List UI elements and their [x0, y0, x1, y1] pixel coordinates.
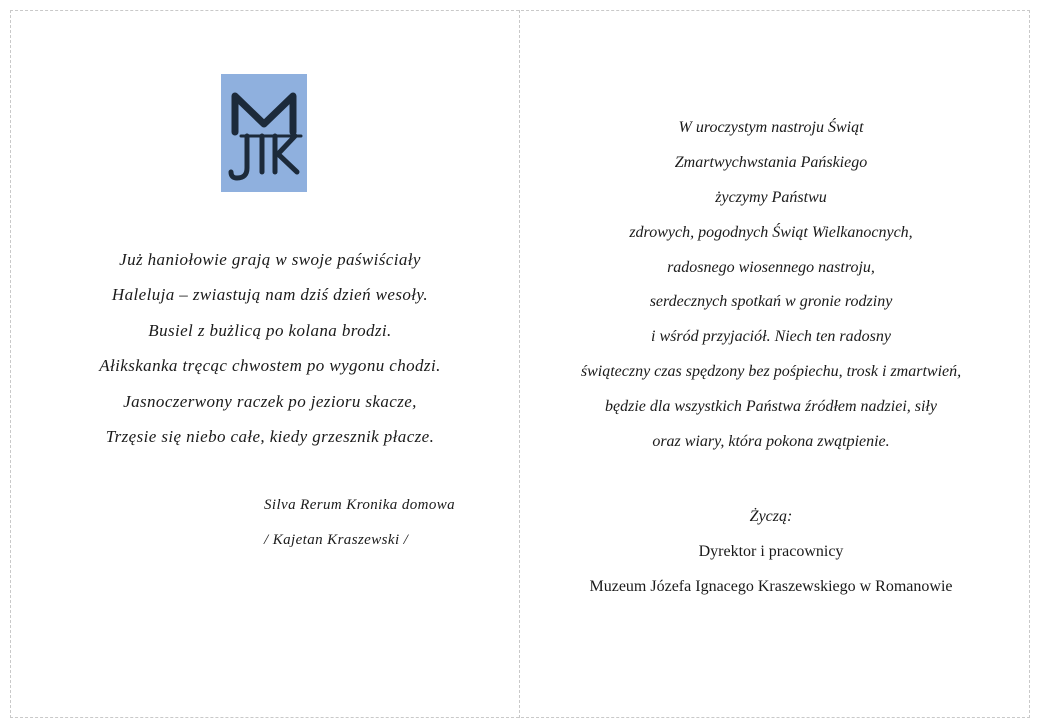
poem-line: Haleluja – zwiastują nam dziś dzień wesoły. [111, 285, 429, 305]
left-panel [10, 10, 519, 718]
museum-logo [221, 74, 307, 192]
easter-wishes [541, 111, 1001, 460]
poem-line: Już haniołowie grają w swoje paświściały [119, 250, 421, 269]
wishes-line: oraz wiary, która pokona zwątpienie. [652, 433, 890, 451]
signature-line-2: Muzeum Józefa Ignacego Kraszewskiego w Romanowie [589, 578, 953, 595]
wishes-line: Zmartwychwstania Pańskiego [674, 153, 868, 171]
right-panel [521, 10, 1030, 718]
poem-line: Jasnoczerwony raczek po jezioru skacze, [123, 391, 417, 411]
mjik-monogram-icon [221, 74, 307, 192]
wishes-line: zdrowych, pogodnych Świąt Wielkanocnych, [629, 223, 913, 241]
signature-line-1: Dyrektor i pracownicy [698, 543, 844, 560]
source-author: / Kajetan Kraszewski / [264, 532, 409, 548]
source-title: Silva Rerum Kronika domowa [264, 497, 456, 513]
wishes-line: radosnego wiosennego nastroju, [667, 258, 875, 276]
fold-line [519, 10, 520, 718]
signature-intro: Życzą: [749, 508, 793, 525]
wishes-line: życzymy Państwu [715, 188, 827, 206]
wishes-line: będzie dla wszystkich Państwa źródłem nadziei, siły [605, 398, 937, 416]
wishes-line: świąteczny czas spędzony bez pośpiechu, trosk i zmartwień, [580, 363, 962, 381]
wishes-line: serdecznych spotkań w gronie rodziny [649, 293, 893, 311]
poem-line: Busiel z bużlicą po kolana brodzi. [148, 320, 392, 340]
wishes-line: i wśród przyjaciół. Niech ten radosny [651, 328, 891, 346]
poem [60, 242, 480, 454]
signature-block [541, 499, 1001, 604]
poem-line: Trzęsie się niebo całe, kiedy grzesznik płacze. [105, 426, 435, 446]
poem-line: Ałikskanka tręcąc chwostem po wygonu chodzi. [99, 356, 441, 376]
wishes-line: W uroczystym nastroju Świąt [678, 119, 864, 136]
poem-source [264, 488, 455, 558]
